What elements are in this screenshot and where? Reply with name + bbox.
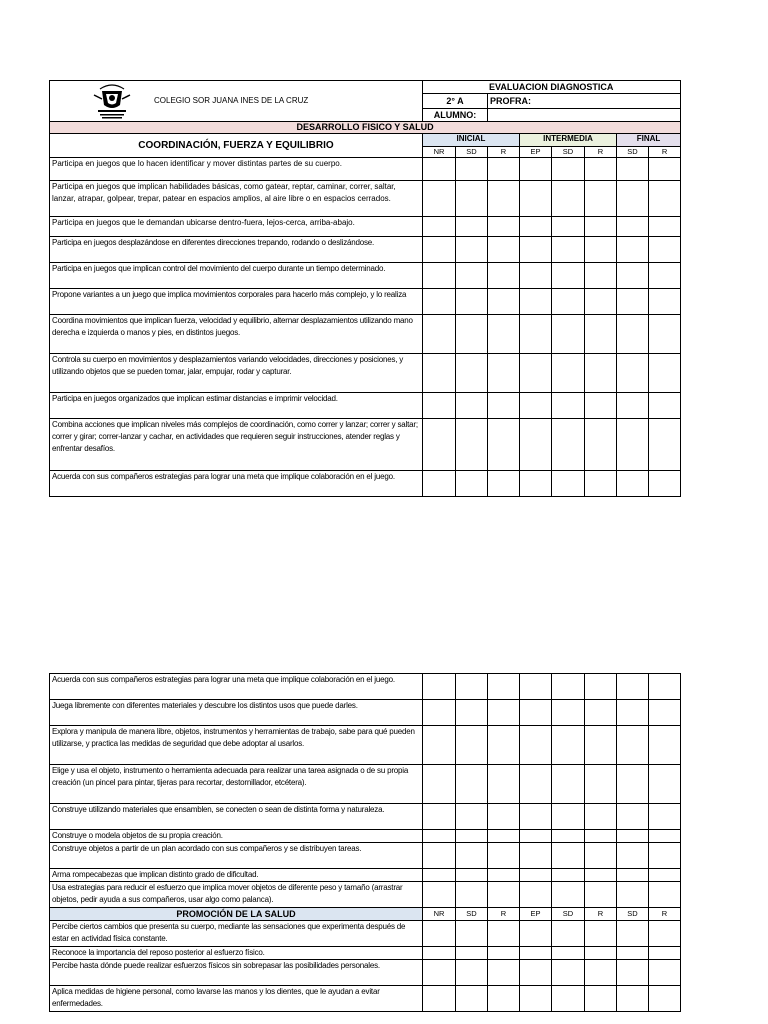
score-cell[interactable] xyxy=(423,700,456,726)
score-cell[interactable] xyxy=(617,882,649,908)
score-cell[interactable] xyxy=(617,315,649,354)
score-cell[interactable] xyxy=(520,830,552,843)
score-cell[interactable] xyxy=(552,843,585,869)
column-header: SD xyxy=(456,908,488,921)
score-cell[interactable] xyxy=(649,765,681,804)
score-cell[interactable] xyxy=(617,986,649,1012)
item-row xyxy=(50,158,681,181)
score-cell[interactable] xyxy=(456,921,488,947)
score-cell[interactable] xyxy=(617,289,649,315)
score-cell[interactable] xyxy=(585,354,617,393)
item-text: Participa en juegos desplazándose en diferentes direcciones trepando, rodando o deslizándose. xyxy=(50,237,423,263)
score-cell[interactable] xyxy=(649,181,681,217)
score-cell[interactable] xyxy=(617,765,649,804)
score-cell[interactable] xyxy=(423,947,456,960)
score-cell[interactable] xyxy=(617,158,649,181)
score-cell[interactable] xyxy=(552,237,585,263)
score-cell[interactable] xyxy=(617,217,649,237)
column-header: EP xyxy=(520,908,552,921)
score-cell[interactable] xyxy=(649,289,681,315)
item-text: Coordina movimientos que implican fuerza, velocidad y equilibrio, alternar desplazamientos utilizando mano derecha e izquierda o manos y pies, en distintos juegos. xyxy=(50,315,423,354)
score-cell[interactable] xyxy=(520,263,552,289)
score-cell[interactable] xyxy=(488,315,520,354)
score-cell[interactable] xyxy=(520,158,552,181)
item-row xyxy=(50,419,681,471)
item-row xyxy=(50,726,681,765)
item-text: Acuerda con sus compañeros estrategias para lograr una meta que implique colaboración en el juego. xyxy=(50,471,423,497)
column-header: EP xyxy=(520,147,552,158)
score-cell[interactable] xyxy=(552,869,585,882)
score-cell[interactable] xyxy=(456,960,488,986)
score-cell[interactable] xyxy=(552,419,585,471)
item-row xyxy=(50,765,681,804)
student-name-field[interactable] xyxy=(488,108,681,121)
score-cell[interactable] xyxy=(488,393,520,419)
score-cell[interactable] xyxy=(423,419,456,471)
score-cell[interactable] xyxy=(617,921,649,947)
column-header: SD xyxy=(617,147,649,158)
score-cell[interactable] xyxy=(456,843,488,869)
score-cell[interactable] xyxy=(585,289,617,315)
item-text: Construye objetos a partir de un plan acordado con sus compañeros y se distribuyen tareas. xyxy=(50,843,423,869)
score-cell[interactable] xyxy=(649,986,681,1012)
score-cell[interactable] xyxy=(649,843,681,869)
score-cell[interactable] xyxy=(423,921,456,947)
score-cell[interactable] xyxy=(423,986,456,1012)
score-cell[interactable] xyxy=(488,263,520,289)
score-cell[interactable] xyxy=(423,158,456,181)
score-cell[interactable] xyxy=(456,986,488,1012)
item-text: Participa en juegos que lo hacen identificar y mover distintas partes de su cuerpo. xyxy=(50,158,423,181)
column-header: SD xyxy=(552,147,585,158)
score-cell[interactable] xyxy=(617,471,649,497)
score-cell[interactable] xyxy=(552,674,585,700)
score-cell[interactable] xyxy=(456,217,488,237)
score-cell[interactable] xyxy=(552,947,585,960)
score-cell[interactable] xyxy=(488,181,520,217)
item-row xyxy=(50,921,681,947)
score-cell[interactable] xyxy=(585,315,617,354)
section-title: COORDINACIÓN, FUERZA Y EQUILIBRIO xyxy=(50,134,423,158)
score-cell[interactable] xyxy=(456,882,488,908)
score-cell[interactable] xyxy=(488,882,520,908)
item-row xyxy=(50,393,681,419)
score-cell[interactable] xyxy=(617,237,649,263)
evaluation-table-page2 xyxy=(49,673,681,1012)
group-inicial: INICIAL xyxy=(423,134,520,147)
item-text: Propone variantes a un juego que implica movimientos corporales para hacerlo más complejo, y lo realiza xyxy=(50,289,423,315)
score-cell[interactable] xyxy=(456,181,488,217)
score-cell[interactable] xyxy=(585,471,617,497)
score-cell[interactable] xyxy=(488,726,520,765)
column-header: R xyxy=(585,908,617,921)
item-row xyxy=(50,947,681,960)
score-cell[interactable] xyxy=(520,986,552,1012)
item-row xyxy=(50,471,681,497)
score-cell[interactable] xyxy=(585,181,617,217)
score-cell[interactable] xyxy=(649,960,681,986)
score-cell[interactable] xyxy=(552,830,585,843)
score-cell[interactable] xyxy=(520,804,552,830)
score-cell[interactable] xyxy=(423,674,456,700)
item-row xyxy=(50,986,681,1012)
group-intermedia: INTERMEDIA xyxy=(520,134,617,147)
item-row xyxy=(50,237,681,263)
school-name: COLEGIO SOR JUANA INES DE LA CRUZ xyxy=(154,96,309,105)
score-cell[interactable] xyxy=(552,882,585,908)
score-cell[interactable] xyxy=(585,217,617,237)
score-cell[interactable] xyxy=(552,471,585,497)
score-cell[interactable] xyxy=(585,869,617,882)
score-cell[interactable] xyxy=(552,921,585,947)
score-cell[interactable] xyxy=(488,986,520,1012)
score-cell[interactable] xyxy=(456,947,488,960)
item-text: Aplica medidas de higiene personal, como lavarse las manos y los dientes, que le ayudan a evitar enfermedades. xyxy=(50,986,423,1012)
score-cell[interactable] xyxy=(617,354,649,393)
score-cell[interactable] xyxy=(520,419,552,471)
item-row xyxy=(50,263,681,289)
score-cell[interactable] xyxy=(520,217,552,237)
score-cell[interactable] xyxy=(649,158,681,181)
score-cell[interactable] xyxy=(488,354,520,393)
score-cell[interactable] xyxy=(649,921,681,947)
score-cell[interactable] xyxy=(520,947,552,960)
item-row xyxy=(50,289,681,315)
score-cell[interactable] xyxy=(585,765,617,804)
score-cell[interactable] xyxy=(617,419,649,471)
score-cell[interactable] xyxy=(552,765,585,804)
item-row xyxy=(50,960,681,986)
score-cell[interactable] xyxy=(585,986,617,1012)
score-cell[interactable] xyxy=(423,217,456,237)
score-cell[interactable] xyxy=(585,674,617,700)
score-cell[interactable] xyxy=(520,921,552,947)
score-cell[interactable] xyxy=(617,700,649,726)
column-header: R xyxy=(649,908,681,921)
score-cell[interactable] xyxy=(456,700,488,726)
score-cell[interactable] xyxy=(552,986,585,1012)
score-cell[interactable] xyxy=(423,181,456,217)
column-header: R xyxy=(585,147,617,158)
score-cell[interactable] xyxy=(585,158,617,181)
score-cell[interactable] xyxy=(488,765,520,804)
column-header: R xyxy=(649,147,681,158)
score-cell[interactable] xyxy=(617,674,649,700)
school-header xyxy=(50,81,423,122)
score-cell[interactable] xyxy=(552,263,585,289)
score-cell[interactable] xyxy=(552,217,585,237)
score-cell[interactable] xyxy=(488,217,520,237)
score-cell[interactable] xyxy=(552,393,585,419)
score-cell[interactable] xyxy=(456,315,488,354)
score-cell[interactable] xyxy=(520,674,552,700)
score-cell[interactable] xyxy=(423,830,456,843)
score-cell[interactable] xyxy=(585,804,617,830)
score-cell[interactable] xyxy=(520,289,552,315)
column-header: R xyxy=(488,147,520,158)
item-text: Elige y usa el objeto, instrumento o herramienta adecuada para realizar una tarea asignada o de su propia creación (un pincel para pintar, tijeras para recortar, destornillador, etcétera). xyxy=(50,765,423,804)
column-header: NR xyxy=(423,147,456,158)
score-cell[interactable] xyxy=(456,765,488,804)
score-cell[interactable] xyxy=(649,674,681,700)
item-row xyxy=(50,843,681,869)
group-final: FINAL xyxy=(617,134,681,147)
score-cell[interactable] xyxy=(488,869,520,882)
score-cell[interactable] xyxy=(488,158,520,181)
score-cell[interactable] xyxy=(456,804,488,830)
column-header: NR xyxy=(423,908,456,921)
score-cell[interactable] xyxy=(456,263,488,289)
score-cell[interactable] xyxy=(552,804,585,830)
score-cell[interactable] xyxy=(520,960,552,986)
score-cell[interactable] xyxy=(520,700,552,726)
score-cell[interactable] xyxy=(585,393,617,419)
column-header: SD xyxy=(552,908,585,921)
score-cell[interactable] xyxy=(488,289,520,315)
score-cell[interactable] xyxy=(456,419,488,471)
score-cell[interactable] xyxy=(423,960,456,986)
column-header: R xyxy=(488,908,520,921)
score-cell[interactable] xyxy=(488,830,520,843)
item-row xyxy=(50,354,681,393)
score-cell[interactable] xyxy=(552,700,585,726)
score-cell[interactable] xyxy=(585,237,617,263)
score-cell[interactable] xyxy=(520,726,552,765)
item-text: Explora y manipula de manera libre, objetos, instrumentos y herramientas de trabajo, sabe para qué pueden utilizarse, y practica las medidas de seguridad que debe adoptar al usarlos. xyxy=(50,726,423,765)
score-cell[interactable] xyxy=(423,804,456,830)
score-cell[interactable] xyxy=(617,843,649,869)
item-text: Participa en juegos organizados que implican estimar distancias e imprimir velocidad. xyxy=(50,393,423,419)
score-cell[interactable] xyxy=(649,237,681,263)
score-cell[interactable] xyxy=(423,237,456,263)
item-text: Participa en juegos que implican control del movimiento del cuerpo durante un tiempo determinado. xyxy=(50,263,423,289)
item-row xyxy=(50,882,681,908)
item-row xyxy=(50,869,681,882)
school-logo-icon xyxy=(80,81,144,121)
score-cell[interactable] xyxy=(649,315,681,354)
score-cell[interactable] xyxy=(649,700,681,726)
score-cell[interactable] xyxy=(585,419,617,471)
score-cell[interactable] xyxy=(423,471,456,497)
item-text: Percibe hasta dónde puede realizar esfuerzos físicos sin sobrepasar las posibilidades personales. xyxy=(50,960,423,986)
score-cell[interactable] xyxy=(520,315,552,354)
item-text: Construye o modela objetos de su propia creación. xyxy=(50,830,423,843)
score-cell[interactable] xyxy=(649,419,681,471)
score-cell[interactable] xyxy=(649,393,681,419)
item-text: Juega libremente con diferentes materiales y descubre los distintos usos que puede darles. xyxy=(50,700,423,726)
score-cell[interactable] xyxy=(617,947,649,960)
score-cell[interactable] xyxy=(617,869,649,882)
score-cell[interactable] xyxy=(520,869,552,882)
score-cell[interactable] xyxy=(617,726,649,765)
score-cell[interactable] xyxy=(423,882,456,908)
score-cell[interactable] xyxy=(552,289,585,315)
score-cell[interactable] xyxy=(423,289,456,315)
item-text: Participa en juegos que implican habilidades básicas, como gatear, reptar, caminar, correr, saltar, lanzar, atrapar, golpear, trepar, patear en espacios amplios, al aire libre o en espacios cerrados. xyxy=(50,181,423,217)
score-cell[interactable] xyxy=(423,726,456,765)
score-cell[interactable] xyxy=(488,843,520,869)
score-cell[interactable] xyxy=(649,263,681,289)
score-cell[interactable] xyxy=(456,237,488,263)
score-cell[interactable] xyxy=(617,393,649,419)
score-cell[interactable] xyxy=(585,960,617,986)
item-row xyxy=(50,181,681,217)
score-cell[interactable] xyxy=(552,181,585,217)
score-cell[interactable] xyxy=(585,947,617,960)
score-cell[interactable] xyxy=(649,726,681,765)
score-cell[interactable] xyxy=(585,263,617,289)
score-cell[interactable] xyxy=(456,830,488,843)
item-text: Construye utilizando materiales que ensamblen, se conecten o sean de distinta forma y naturaleza. xyxy=(50,804,423,830)
score-cell[interactable] xyxy=(488,947,520,960)
item-row xyxy=(50,700,681,726)
grade-cell: 2° A xyxy=(423,94,488,108)
score-cell[interactable] xyxy=(488,674,520,700)
column-header: SD xyxy=(456,147,488,158)
item-text: Reconoce la importancia del reposo posterior al esfuerzo físico. xyxy=(50,947,423,960)
item-row xyxy=(50,804,681,830)
score-cell[interactable] xyxy=(585,830,617,843)
item-text: Percibe ciertos cambios que presenta su cuerpo, mediante las sensaciones que experimenta después de estar en actividad física constante. xyxy=(50,921,423,947)
score-cell[interactable] xyxy=(520,843,552,869)
score-cell[interactable] xyxy=(552,960,585,986)
score-cell[interactable] xyxy=(520,393,552,419)
evaluation-table-page1 xyxy=(49,80,681,497)
score-cell[interactable] xyxy=(520,882,552,908)
score-cell[interactable] xyxy=(649,354,681,393)
item-text: Controla su cuerpo en movimientos y desplazamientos variando velocidades, direcciones y posiciones, y utilizando objetos que se pueden tomar, jalar, empujar, rodar y capturar. xyxy=(50,354,423,393)
item-text: Arma rompecabezas que implican distinto grado de dificultad. xyxy=(50,869,423,882)
score-cell[interactable] xyxy=(456,289,488,315)
score-cell[interactable] xyxy=(456,158,488,181)
score-cell[interactable] xyxy=(423,869,456,882)
score-cell[interactable] xyxy=(585,726,617,765)
student-label: ALUMNO: xyxy=(423,108,488,121)
score-cell[interactable] xyxy=(520,471,552,497)
score-cell[interactable] xyxy=(617,263,649,289)
score-cell[interactable] xyxy=(423,263,456,289)
score-cell[interactable] xyxy=(456,354,488,393)
score-cell[interactable] xyxy=(649,830,681,843)
score-cell[interactable] xyxy=(649,471,681,497)
score-cell[interactable] xyxy=(456,869,488,882)
score-cell[interactable] xyxy=(552,354,585,393)
score-cell[interactable] xyxy=(488,960,520,986)
score-cell[interactable] xyxy=(585,921,617,947)
score-cell[interactable] xyxy=(456,726,488,765)
item-row xyxy=(50,315,681,354)
score-cell[interactable] xyxy=(649,869,681,882)
score-cell[interactable] xyxy=(520,237,552,263)
domain-title: DESARROLLO FISICO Y SALUD xyxy=(50,122,681,134)
score-cell[interactable] xyxy=(488,804,520,830)
item-row xyxy=(50,830,681,843)
score-cell[interactable] xyxy=(552,158,585,181)
item-row xyxy=(50,217,681,237)
teacher-label: PROFRA: xyxy=(488,94,681,108)
score-cell[interactable] xyxy=(423,765,456,804)
score-cell[interactable] xyxy=(617,804,649,830)
score-cell[interactable] xyxy=(423,354,456,393)
score-cell[interactable] xyxy=(649,947,681,960)
score-cell[interactable] xyxy=(488,419,520,471)
score-cell[interactable] xyxy=(520,181,552,217)
score-cell[interactable] xyxy=(423,393,456,419)
score-cell[interactable] xyxy=(617,181,649,217)
score-cell[interactable] xyxy=(488,700,520,726)
score-cell[interactable] xyxy=(423,315,456,354)
score-cell[interactable] xyxy=(552,726,585,765)
score-cell[interactable] xyxy=(456,674,488,700)
score-cell[interactable] xyxy=(552,315,585,354)
score-cell[interactable] xyxy=(488,471,520,497)
score-cell[interactable] xyxy=(423,843,456,869)
evaluation-title: EVALUACION DIAGNOSTICA xyxy=(423,81,681,94)
item-row xyxy=(50,674,681,700)
score-cell[interactable] xyxy=(585,843,617,869)
item-text: Participa en juegos que le demandan ubicarse dentro-fuera, lejos-cerca, arriba-abajo. xyxy=(50,217,423,237)
score-cell[interactable] xyxy=(456,393,488,419)
health-section-title: PROMOCIÓN DE LA SALUD xyxy=(50,908,423,921)
score-cell[interactable] xyxy=(488,237,520,263)
score-cell[interactable] xyxy=(649,217,681,237)
score-cell[interactable] xyxy=(617,960,649,986)
item-text: Combina acciones que implican niveles más complejos de coordinación, como correr y lanzar; correr y saltar; correr y girar; correr-lanzar y cachar, en actividades que requieren seguir instrucciones, atender reglas y enfrentar desafíos. xyxy=(50,419,423,471)
score-cell[interactable] xyxy=(520,765,552,804)
score-cell[interactable] xyxy=(488,921,520,947)
score-cell[interactable] xyxy=(649,804,681,830)
score-cell[interactable] xyxy=(520,354,552,393)
item-text: Usa estrategias para reducir el esfuerzo que implica mover objetos de diferente peso y tamaño (arrastrar objetos, pedir ayuda a sus compañeros, usar algo como palanca). xyxy=(50,882,423,908)
item-text: Acuerda con sus compañeros estrategias para lograr una meta que implique colaboración en el juego. xyxy=(50,674,423,700)
score-cell[interactable] xyxy=(585,882,617,908)
score-cell[interactable] xyxy=(617,830,649,843)
column-header: SD xyxy=(617,908,649,921)
score-cell[interactable] xyxy=(456,471,488,497)
score-cell[interactable] xyxy=(649,882,681,908)
score-cell[interactable] xyxy=(585,700,617,726)
